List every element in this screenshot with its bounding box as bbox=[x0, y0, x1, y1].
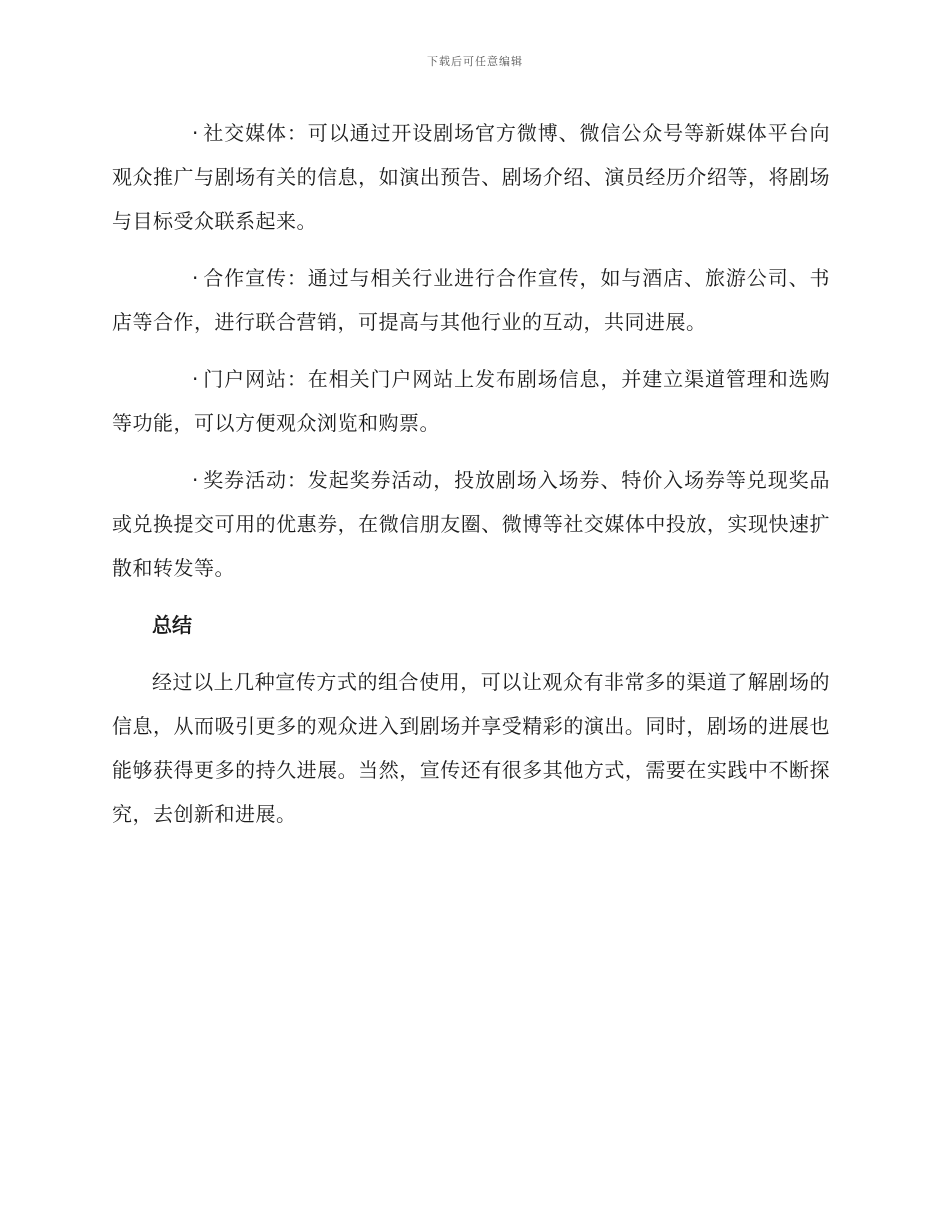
bullet-paragraph-cooperation bbox=[112, 256, 830, 344]
bullet-paragraph-lottery-activity bbox=[112, 458, 830, 590]
bullet-text: 社交媒体：可以通过开设剧场官方微博、微信公众号等新媒体平台向观众推广与剧场有关的信息，如演出预告、剧场介绍、演员经历介绍等，将剧场与目标受众联系起来。 bbox=[112, 121, 830, 233]
bullet-text: 合作宣传：通过与相关行业进行合作宣传，如与酒店、旅游公司、书店等合作，进行联合营销，可提高与其他行业的互动，共同进展。 bbox=[112, 266, 830, 334]
bullet-paragraph-portal-website bbox=[112, 357, 830, 445]
bullet-paragraph-social-media bbox=[112, 111, 830, 243]
bullet-text: 门户网站：在相关门户网站上发布剧场信息，并建立渠道管理和选购等功能，可以方便观众浏览和购票。 bbox=[112, 367, 830, 435]
document-body bbox=[112, 111, 830, 849]
bullet-marker: · bbox=[192, 266, 199, 290]
summary-paragraph: 经过以上几种宣传方式的组合使用，可以让观众有非常多的渠道了解剧场的信息，从而吸引更多的观众进入到剧场并享受精彩的演出。同时，剧场的进展也能够获得更多的持久进展。当然，宣传还有很多其他方式，需要在实践中不断探究，去创新和进展。 bbox=[112, 670, 830, 826]
summary-heading: 总结 bbox=[152, 613, 192, 637]
bullet-marker: · bbox=[192, 121, 199, 145]
bullet-marker: · bbox=[192, 367, 199, 391]
page-header: 下载后可任意编辑 bbox=[427, 55, 523, 68]
bullet-marker: · bbox=[192, 468, 199, 492]
bullet-text: 奖券活动：发起奖券活动，投放剧场入场券、特价入场券等兑现奖品或兑换提交可用的优惠券，在微信朋友圈、微博等社交媒体中投放，实现快速扩散和转发等。 bbox=[112, 468, 830, 580]
